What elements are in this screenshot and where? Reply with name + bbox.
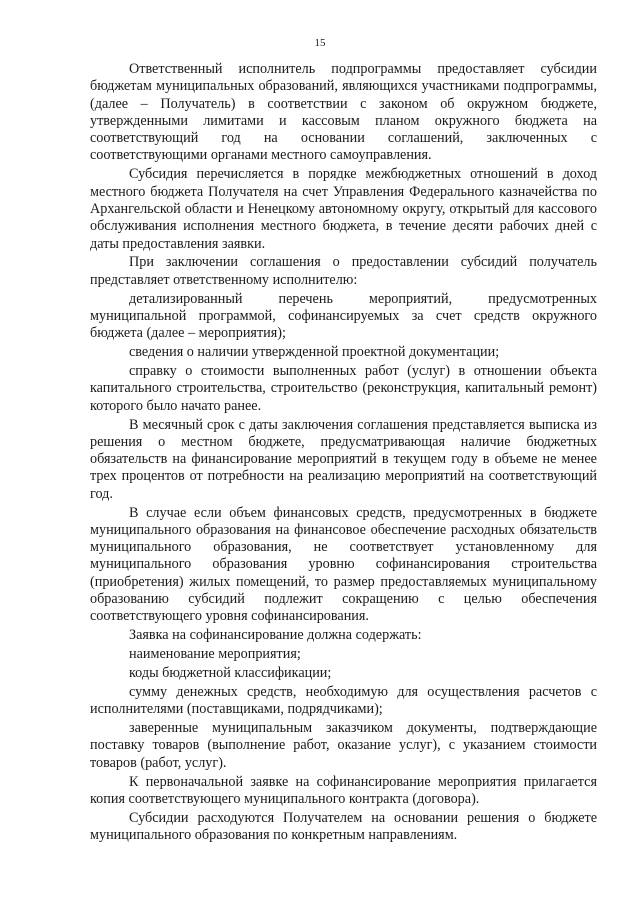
paragraph: При заключении соглашения о предоставлении субсидий получатель представляет ответственному исполнителю: — [90, 254, 597, 288]
list-item: сведения о наличии утвержденной проектной документации; — [129, 344, 500, 361]
paragraph: Субсидия перечисляется в порядке межбюджетных отношений в доход местного бюджета Получателя на счет Управления Федерального казначейства по Архангельской области и Ненецкому автономному округу, открытый для кассового обслуживания исполнения местного бюджета, в течение десяти рабочих дней с даты предоставления заявки. — [90, 166, 597, 252]
list-item: детализированный перечень мероприятий, предусмотренных муниципальной программой, софинансируемых за счет средств окружного бюджета (далее – мероприятия); — [90, 290, 597, 342]
paragraph: В случае если объем финансовых средств, предусмотренных в бюджете муниципального образования на финансовое обеспечение расходных обязательств муниципального образования, не соответствует установленному для муниципального образования уровню софинансирования строительства (приобретения) жилых помещений, то размер предоставляемых муниципальному образованию субсидий подлежит сокращению с целью обеспечения соответствующего уровня софинансирования. — [90, 504, 597, 625]
paragraph: Субсидии расходуются Получателем на основании решения о бюджете муниципального образования по конкретным направлениям. — [90, 809, 597, 844]
document-body — [90, 61, 597, 846]
paragraph: Заявка на софинансирование должна содержать: — [129, 627, 422, 644]
paragraph: В месячный срок с даты заключения соглашения представляется выписка из решения о местном бюджете, предусматривающая наличие бюджетных обязательств на финансирование мероприятий в текущем году в объеме не менее трех процентов от потребности на реализацию мероприятий на соответствующий год. — [90, 416, 597, 502]
list-item: справку о стоимости выполненных работ (услуг) в отношении объекта капитального строительства, строительство (реконструкция, капитальный ремонт) которого было начато ранее. — [90, 363, 597, 414]
list-item: сумму денежных средств, необходимую для осуществления расчетов с исполнителями (поставщиками, подрядчиками); — [90, 683, 597, 718]
page-number: 15 — [314, 37, 326, 49]
paragraph: Ответственный исполнитель подпрограммы предоставляет субсидии бюджетам муниципальных образований, являющихся участниками подпрограммы, (далее – Получатель) в соответствии с законом об окружном бюджете, утвержденными лимитами и кассовым планом окружного бюджета на соответствующий год на основании соглашений, заключенных с соответствующими органами местного самоуправления. — [90, 61, 597, 164]
list-item: наименование мероприятия; — [129, 646, 301, 663]
paragraph: К первоначальной заявке на софинансирование мероприятия прилагается копия соответствующего муниципального контракта (договора). — [90, 773, 597, 807]
list-item: заверенные муниципальным заказчиком документы, подтверждающие поставку товаров (выполнение работ, оказание услуг), с указанием стоимости товаров (работ, услуг). — [90, 720, 597, 771]
list-item: коды бюджетной классификации; — [129, 665, 332, 682]
